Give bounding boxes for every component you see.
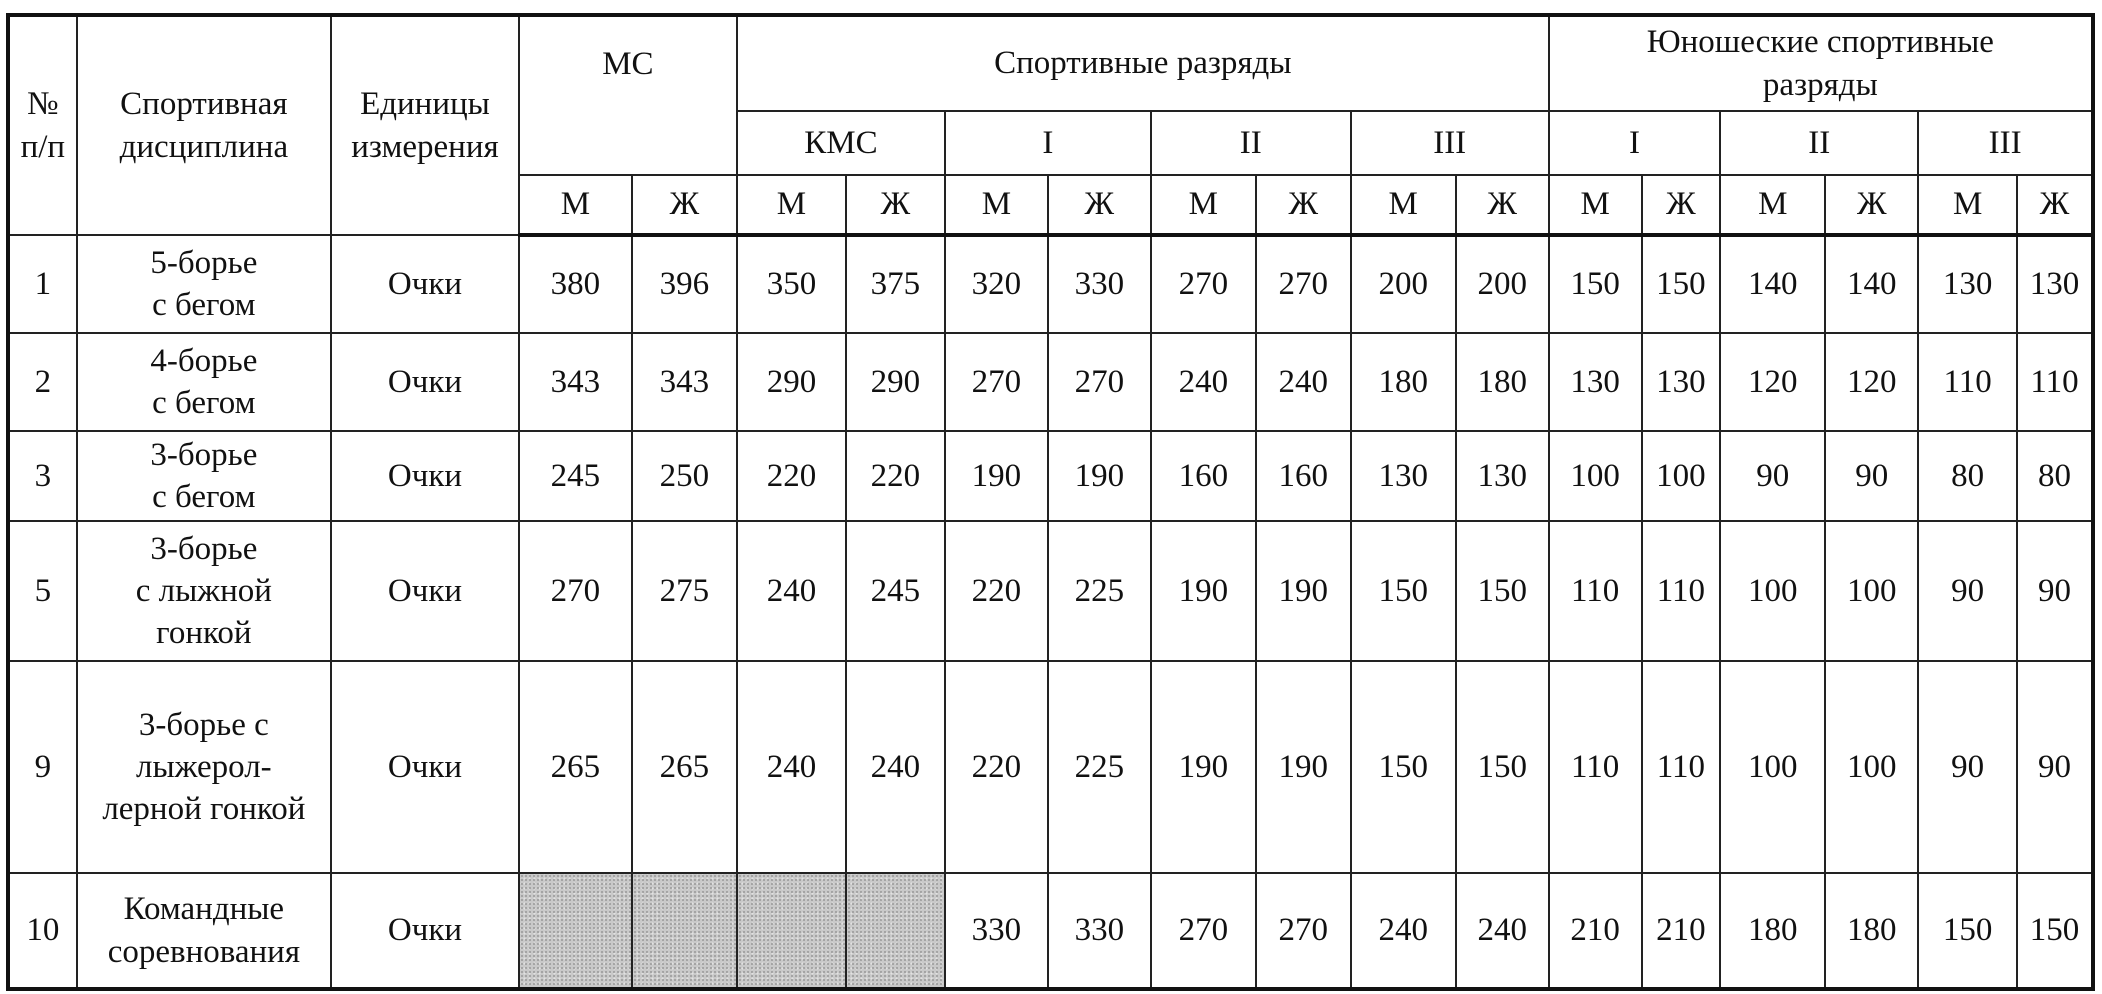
row-value-cell: 240 [1151,333,1256,431]
row-value-cell: 220 [945,521,1048,661]
row-value-cell: 330 [1048,873,1151,989]
row-number: 3 [8,431,77,521]
header-discipline-text: Спортивная дисциплина [119,86,289,165]
row-value-cell: 380 [519,235,632,333]
row-value-cell: 240 [737,661,846,873]
row-value-cell: 180 [1825,873,1918,989]
row-value-cell: 210 [1549,873,1642,989]
header-youth-ranks [1549,15,2093,111]
header-num [8,15,77,235]
row-value-cell: 90 [1918,661,2017,873]
row-value-cell: 290 [737,333,846,431]
header-female: Ж [1642,175,1721,235]
row-value-cell: 190 [1151,661,1256,873]
row-value-cell: 90 [2017,661,2093,873]
header-rank-1-text: I [1042,124,1054,161]
row-units: Очки [331,873,519,989]
row-value-cell: 130 [1351,431,1456,521]
row-number: 9 [8,661,77,873]
row-value-cell: 220 [945,661,1048,873]
row-units: Очки [331,521,519,661]
row-value-cell: 90 [1825,431,1918,521]
header-female: Ж [1825,175,1918,235]
row-value-cell: 110 [1549,521,1642,661]
row-value-cell: 150 [2017,873,2093,989]
header-rank-3-text: III [1433,124,1467,161]
table-row [8,431,2093,521]
row-value-cell: 240 [1256,333,1351,431]
row-value-cell: 160 [1151,431,1256,521]
row-discipline: 3-борье с бегом [77,431,331,521]
header-male: М [1918,175,2017,235]
row-value-cell: 150 [1456,521,1549,661]
row-value-cell: 210 [1642,873,1721,989]
row-value-cell: 270 [1048,333,1151,431]
norms-document [6,13,2095,987]
row-value-cell: 270 [1151,873,1256,989]
header-rank-1 [945,111,1151,175]
row-value-cell: 80 [1918,431,2017,521]
row-value-cell: 180 [1351,333,1456,431]
header-male: М [1351,175,1456,235]
row-value-cell: 245 [519,431,632,521]
row-value-cell: 160 [1256,431,1351,521]
row-value-cell: 240 [846,661,945,873]
row-value-cell: 150 [1351,661,1456,873]
header-female: Ж [632,175,737,235]
row-number: 2 [8,333,77,431]
header-youth-2-text: II [1808,124,1831,161]
row-value-cell: 100 [1549,431,1642,521]
row-value-cell: 190 [945,431,1048,521]
header-youth-3 [1918,111,2093,175]
row-value-cell: 200 [1456,235,1549,333]
header-male: М [737,175,846,235]
norms-table [6,13,2095,991]
header-youth-2 [1720,111,1918,175]
header-youth-1 [1549,111,1721,175]
row-value-cell: 110 [1918,333,2017,431]
row-value-cell: 150 [1456,661,1549,873]
row-value-cell: 90 [1918,521,2017,661]
header-female: Ж [1456,175,1549,235]
header-rank-2-text: II [1239,124,1262,161]
row-value-cell: 220 [846,431,945,521]
header-units [331,15,519,235]
row-value-cell: 190 [1048,431,1151,521]
row-units: Очки [331,333,519,431]
header-rank-3 [1351,111,1549,175]
row-value-cell: 110 [1642,661,1721,873]
header-female: Ж [2017,175,2093,235]
row-discipline: 3-борье с лыжной гонкой [77,521,331,661]
header-kms [737,111,945,175]
row-value-cell: 100 [1642,431,1721,521]
row-units: Очки [331,235,519,333]
row-value-cell: 330 [945,873,1048,989]
header-kms-text: КМС [804,124,878,161]
row-value-cell [519,873,632,989]
header-sport-ranks-text: Спортивные разряды [994,45,1292,82]
row-value-cell: 265 [632,661,737,873]
header-youth-ranks-text: Юношеские спортивные разряды [1646,24,1994,103]
header-ms [519,15,737,175]
row-value-cell: 375 [846,235,945,333]
row-value-cell: 250 [632,431,737,521]
row-value-cell: 240 [1351,873,1456,989]
row-value-cell: 180 [1720,873,1825,989]
row-value-cell: 100 [1720,661,1825,873]
row-value-cell: 110 [1642,521,1721,661]
row-value-cell: 240 [1456,873,1549,989]
row-value-cell: 80 [2017,431,2093,521]
row-value-cell: 150 [1351,521,1456,661]
row-value-cell: 150 [1549,235,1642,333]
header-discipline [77,15,331,235]
row-value-cell: 265 [519,661,632,873]
row-number: 5 [8,521,77,661]
row-value-cell: 100 [1825,521,1918,661]
row-value-cell: 110 [1549,661,1642,873]
row-value-cell: 150 [1642,235,1721,333]
row-discipline: Командные соревнования [77,873,331,989]
row-value-cell: 130 [1918,235,2017,333]
row-value-cell: 343 [632,333,737,431]
header-female: Ж [1048,175,1151,235]
row-value-cell: 110 [2017,333,2093,431]
row-value-cell: 100 [1720,521,1825,661]
row-value-cell: 270 [1151,235,1256,333]
header-rank-2 [1151,111,1351,175]
row-value-cell: 130 [1549,333,1642,431]
row-value-cell: 190 [1256,661,1351,873]
header-male: М [945,175,1048,235]
row-value-cell: 90 [2017,521,2093,661]
row-value-cell: 225 [1048,661,1151,873]
row-discipline: 5-борье с бегом [77,235,331,333]
header-male: М [1151,175,1256,235]
header-youth-1-text: I [1628,124,1640,161]
row-value-cell [737,873,846,989]
row-value-cell: 343 [519,333,632,431]
row-value-cell: 200 [1351,235,1456,333]
row-value-cell: 270 [1256,873,1351,989]
header-sport-ranks [737,15,1549,111]
row-value-cell: 320 [945,235,1048,333]
table-row [8,333,2093,431]
header-male: М [519,175,632,235]
header-male: М [1720,175,1825,235]
row-value-cell: 190 [1256,521,1351,661]
header-youth-3-text: III [1988,124,2022,161]
table-row [8,661,2093,873]
row-value-cell: 350 [737,235,846,333]
table-row [8,873,2093,989]
table-body [8,235,2093,989]
row-value-cell: 140 [1825,235,1918,333]
header-num-text: № п/п [20,86,66,165]
row-value-cell: 396 [632,235,737,333]
header-female: Ж [1256,175,1351,235]
row-value-cell: 120 [1720,333,1825,431]
header-male: М [1549,175,1642,235]
row-value-cell: 225 [1048,521,1151,661]
table-row [8,235,2093,333]
row-units: Очки [331,431,519,521]
row-value-cell: 120 [1825,333,1918,431]
row-value-cell [846,873,945,989]
row-value-cell: 290 [846,333,945,431]
header-female: Ж [846,175,945,235]
row-number: 1 [8,235,77,333]
header-units-text: Единицы измерения [351,86,499,165]
row-value-cell: 130 [1456,431,1549,521]
row-value-cell: 130 [1642,333,1721,431]
row-units: Очки [331,661,519,873]
row-value-cell: 245 [846,521,945,661]
header-ms-text: МС [602,46,654,82]
row-value-cell: 330 [1048,235,1151,333]
row-value-cell: 140 [1720,235,1825,333]
row-value-cell: 275 [632,521,737,661]
row-discipline: 3-борье с лыжерол- лерной гонкой [77,661,331,873]
row-value-cell: 90 [1720,431,1825,521]
row-value-cell: 270 [1256,235,1351,333]
row-value-cell: 220 [737,431,846,521]
row-value-cell: 270 [519,521,632,661]
row-value-cell: 190 [1151,521,1256,661]
row-value-cell: 130 [2017,235,2093,333]
row-value-cell: 150 [1918,873,2017,989]
row-value-cell [632,873,737,989]
table-row [8,521,2093,661]
row-value-cell: 270 [945,333,1048,431]
row-number: 10 [8,873,77,989]
row-discipline: 4-борье с бегом [77,333,331,431]
row-value-cell: 240 [737,521,846,661]
row-value-cell: 100 [1825,661,1918,873]
row-value-cell: 180 [1456,333,1549,431]
